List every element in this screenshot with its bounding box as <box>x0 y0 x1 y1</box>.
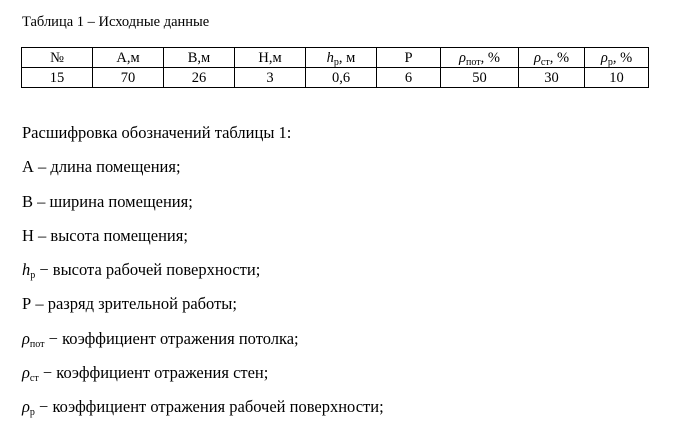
source-data-table <box>21 47 649 88</box>
table-cell: 6 <box>377 68 441 88</box>
legend-title: Расшифровка обозначений таблицы 1: <box>22 123 292 142</box>
header-cell: $h_р$, м <box>306 48 377 68</box>
header-cell: В,м <box>164 48 235 68</box>
header-cell: А,м <box>93 48 164 68</box>
table-cell: 3 <box>235 68 306 88</box>
table-cell: 50 <box>441 68 519 88</box>
header-cell: $\rho_{пот}$, % <box>441 48 519 68</box>
table-caption: Таблица 1 – Исходные данные <box>22 14 210 30</box>
header-cell: $\rho_р$, % <box>585 48 649 68</box>
table-header-row <box>22 48 649 68</box>
table-cell: 10 <box>585 68 649 88</box>
header-cell: № <box>22 48 93 68</box>
table-cell: 0,6 <box>306 68 377 88</box>
table-row <box>22 68 649 88</box>
header-cell: Р <box>377 48 441 68</box>
legend-item: Р – разряд зрительной работы; <box>22 294 237 314</box>
table-cell: 30 <box>519 68 585 88</box>
table-cell: 26 <box>164 68 235 88</box>
header-cell: $\rho_{ст}$, % <box>519 48 585 68</box>
legend-item: $\rho_р$ − коэффициент отражения рабочей поверхности; <box>22 397 384 419</box>
legend-item: Н – высота помещения; <box>22 225 188 245</box>
legend-item: $h_р$ − высота рабочей поверхности; <box>22 260 261 282</box>
legend-item: А – длина помещения; <box>22 157 181 177</box>
legend-item: $\rho_{пот}$ − коэффициент отражения потолка; <box>22 328 299 350</box>
table-cell: 70 <box>93 68 164 88</box>
table-cell: 15 <box>22 68 93 88</box>
header-cell: Н,м <box>235 48 306 68</box>
legend-item: В – ширина помещения; <box>22 191 193 211</box>
legend-item: $\rho_{ст}$ − коэффициент отражения стен; <box>22 363 269 385</box>
legend-section <box>22 122 662 431</box>
